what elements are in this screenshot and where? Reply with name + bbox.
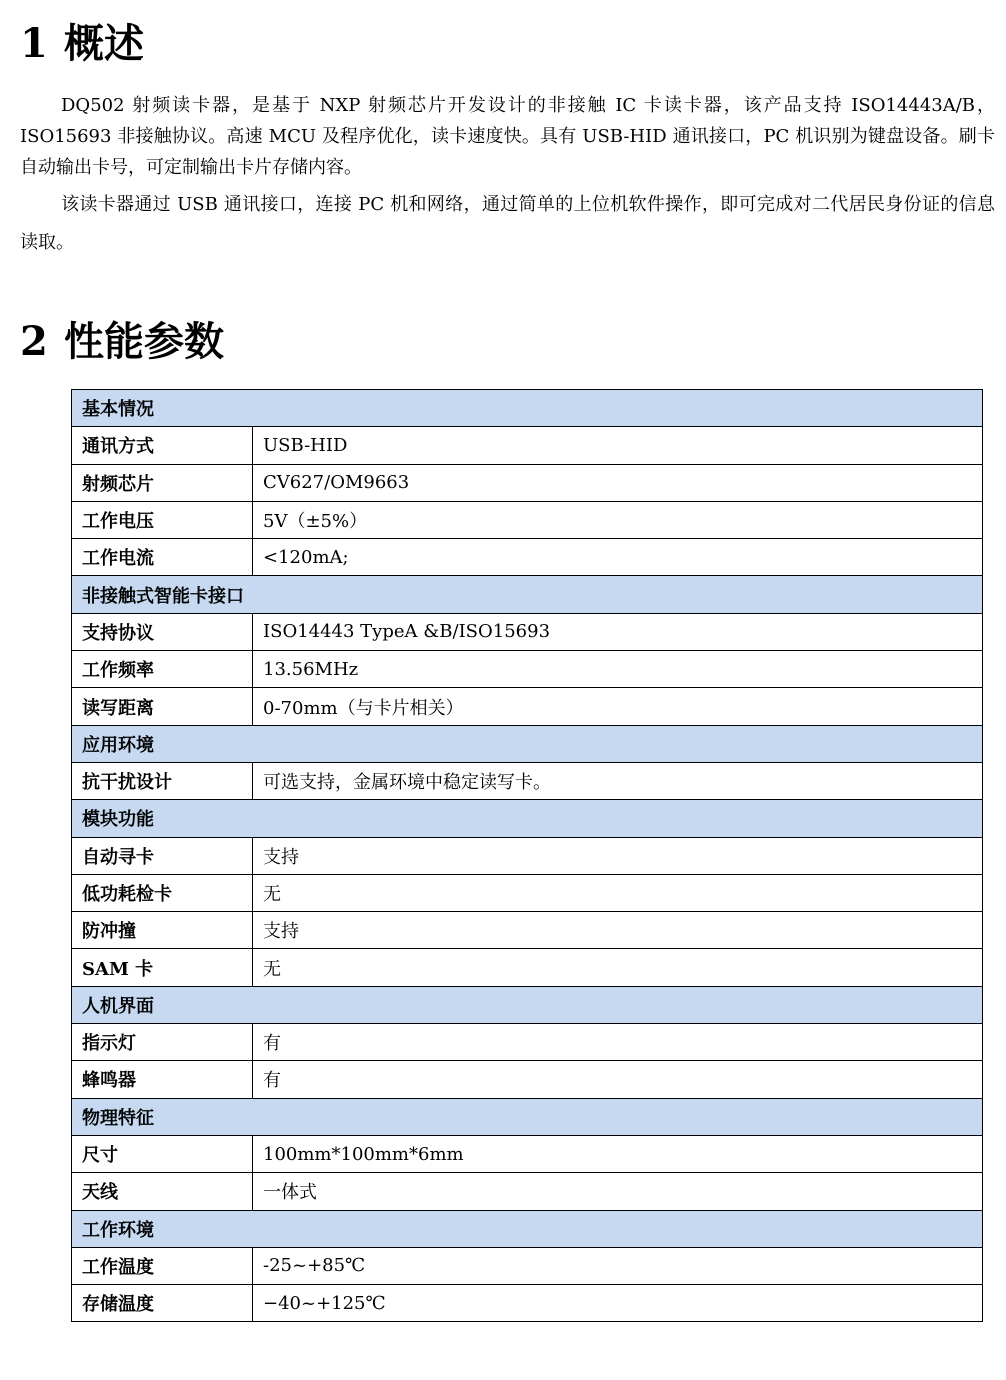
table-section-row xyxy=(72,986,983,1023)
param-label-cell: 工作温度 xyxy=(72,1247,253,1284)
param-value-cell: 有 xyxy=(253,1024,983,1061)
overview-paragraph: 该读卡器通过 USB 通讯接口，连接 PC 机和网络，通过简单的上位机软件操作，即可完成对二代居民身份证的信息读取。 xyxy=(20,194,995,253)
section-title: 概述 xyxy=(64,20,144,67)
table-row xyxy=(72,837,983,874)
table-row xyxy=(72,1285,983,1322)
table-row xyxy=(72,427,983,464)
param-label-cell: 工作电压 xyxy=(72,501,253,538)
param-value-cell: USB-HID xyxy=(253,427,983,464)
table-row xyxy=(72,874,983,911)
table-row xyxy=(72,1247,983,1284)
param-label-cell: 抗干扰设计 xyxy=(72,762,253,799)
param-label-cell: 尺寸 xyxy=(72,1135,253,1172)
param-value-cell: <120mA; xyxy=(253,539,983,576)
table-row xyxy=(72,501,983,538)
param-label-cell: 工作电流 xyxy=(72,539,253,576)
table-row xyxy=(72,1173,983,1210)
table-section-row xyxy=(72,725,983,762)
param-value-cell: CV627/OM9663 xyxy=(253,464,983,501)
param-label-cell: 天线 xyxy=(72,1173,253,1210)
spec-table-body xyxy=(72,390,983,1322)
section-heading-overview xyxy=(20,20,144,68)
section-header-cell: 物理特征 xyxy=(72,1098,983,1135)
param-value-cell: ISO14443 TypeA &B/ISO15693 xyxy=(253,613,983,650)
param-value-cell: 一体式 xyxy=(253,1173,983,1210)
param-value-cell: 可选支持，金属环境中稳定读写卡。 xyxy=(253,762,983,799)
table-row xyxy=(72,613,983,650)
param-value-cell: 有 xyxy=(253,1061,983,1098)
param-label-cell: 防冲撞 xyxy=(72,912,253,949)
param-label-cell: 指示灯 xyxy=(72,1024,253,1061)
table-row xyxy=(72,912,983,949)
table-section-row xyxy=(72,1098,983,1135)
param-value-cell: 无 xyxy=(253,874,983,911)
section-header-cell: 基本情况 xyxy=(72,390,983,427)
param-value-cell: 13.56MHz xyxy=(253,651,983,688)
param-label-cell: 蜂鸣器 xyxy=(72,1061,253,1098)
table-section-row xyxy=(72,576,983,613)
param-label-cell: 通讯方式 xyxy=(72,427,253,464)
table-row xyxy=(72,1024,983,1061)
table-row xyxy=(72,1061,983,1098)
table-section-row xyxy=(72,800,983,837)
section-header-cell: 非接触式智能卡接口 xyxy=(72,576,983,613)
section-header-cell: 人机界面 xyxy=(72,986,983,1023)
table-row xyxy=(72,464,983,501)
section-header-cell: 工作环境 xyxy=(72,1210,983,1247)
spec-table xyxy=(71,389,983,1322)
param-label-cell: 读写距离 xyxy=(72,688,253,725)
param-label-cell: 存储温度 xyxy=(72,1285,253,1322)
param-value-cell: 0-70mm（与卡片相关） xyxy=(253,688,983,725)
section-number: 1 xyxy=(20,20,48,67)
param-label-cell: SAM 卡 xyxy=(72,949,253,986)
param-value-cell: 支持 xyxy=(253,912,983,949)
table-row xyxy=(72,651,983,688)
param-value-cell: -25~+85℃ xyxy=(253,1247,983,1284)
table-row xyxy=(72,1135,983,1172)
section-number: 2 xyxy=(20,318,48,365)
section-header-cell: 应用环境 xyxy=(72,725,983,762)
table-row xyxy=(72,949,983,986)
table-row xyxy=(72,688,983,725)
param-label-cell: 工作频率 xyxy=(72,651,253,688)
table-row xyxy=(72,762,983,799)
param-value-cell: 100mm*100mm*6mm xyxy=(253,1135,983,1172)
param-value-cell: 无 xyxy=(253,949,983,986)
table-section-row xyxy=(72,390,983,427)
param-label-cell: 低功耗检卡 xyxy=(72,874,253,911)
section-header-cell: 模块功能 xyxy=(72,800,983,837)
param-value-cell: 5V（±5%） xyxy=(253,501,983,538)
table-section-row xyxy=(72,1210,983,1247)
section-title: 性能参数 xyxy=(64,318,224,365)
param-label-cell: 支持协议 xyxy=(72,613,253,650)
table-row xyxy=(72,539,983,576)
param-value-cell: 支持 xyxy=(253,837,983,874)
param-label-cell: 射频芯片 xyxy=(72,464,253,501)
param-value-cell: −40~+125℃ xyxy=(253,1285,983,1322)
overview-paragraph: DQ502 射频读卡器，是基于 NXP 射频芯片开发设计的非接触 IC 卡读卡器，该产品支持 ISO14443A/B，ISO15693 非接触协议。高速 MCU 及程序优化，读卡速度快。具有 USB-HID 通讯接口，PC 机识别为键盘设备。刷卡自动输出卡号，可定制输出卡片存储内容。 xyxy=(20,95,995,178)
param-label-cell: 自动寻卡 xyxy=(72,837,253,874)
section-heading-performance-params xyxy=(20,318,224,366)
